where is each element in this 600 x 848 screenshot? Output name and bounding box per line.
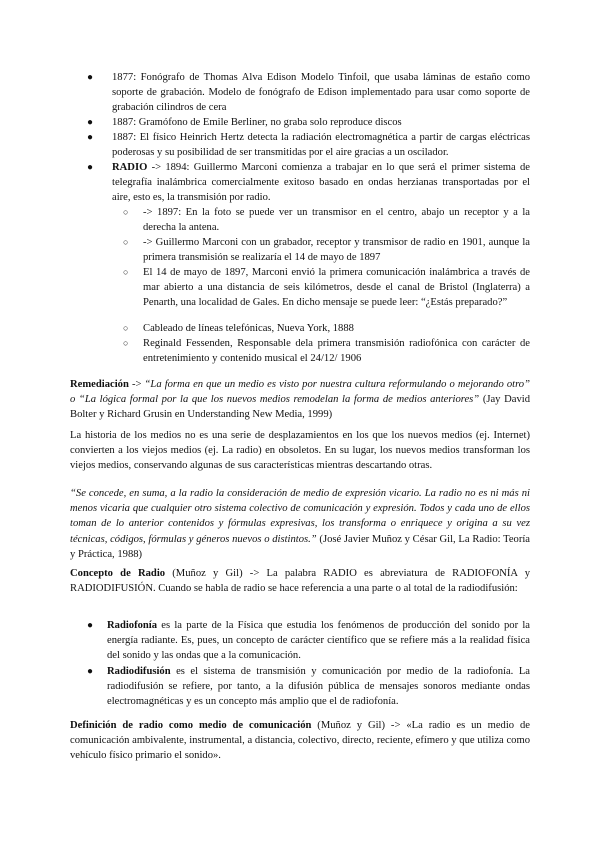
bullet-marker: ● xyxy=(87,132,94,143)
definicion-text: (Muñoz y Gil) -> «La radio es un medio de comunicación ambivalente, instrumental, a distancia, colectivo, directo, reciente, efímero y que utiliza como vehículo físico primario el sonido». xyxy=(70,720,530,762)
remediacion-paragraph xyxy=(70,377,530,423)
bullet-marker: ● xyxy=(87,117,94,128)
list-item xyxy=(87,130,530,160)
arrow-text: -> xyxy=(128,379,145,390)
sub-list-item xyxy=(123,235,530,265)
bullet-marker: ● xyxy=(87,620,94,631)
remediacion-term: Remediación xyxy=(70,379,129,390)
timeline-text: 1887: El físico Heinrich Hertz detecta la radiación electromagnética a partir de cargas eléctricas poderosas y su posibilidad de ser transmitidas por el aire gracias a un oscilador. xyxy=(112,132,530,159)
concepto-term: Concepto de Radio xyxy=(70,568,166,579)
cita-source: (José Javier Muñoz y César Gil, La Radio: Teoría y Práctica, 1988) xyxy=(70,533,531,560)
timeline-text: 1887: Gramófono de Emile Berliner, no graba solo reproduce discos xyxy=(112,117,402,128)
list-item xyxy=(87,618,530,664)
timeline-text: -> 1894: Guillermo Marconi comienza a trabajar en lo que será el primer sistema de telegrafía inalámbrica comercialmente exitoso basado en ondas herzianas transportadas por el aire, esto es, la transmisión por radio. xyxy=(112,162,530,204)
cita-quote: “Se concede, en suma, a la radio la consideración de medio de expresión vicario. La radio no es ni más ni menos vicaria que cualquier otro sistema colectivo de comunicación y expresión. Todos y cada uno de ellos toman de lo anterior contenidos y fórmulas expresivas, los transforma o enriquece y origina a su vez técnicas, códigos, fórmulas y géneros nuevos o distintos.” xyxy=(70,488,530,545)
sub-bullet-marker: ○ xyxy=(123,267,129,277)
remediacion-quote: “La forma en que un medio es visto por nuestra cultura reformulando o mejorando otro” o “La lógica formal por la que los nuevos medios remodelan la forma de medios anteriores” xyxy=(70,379,530,406)
radiofonia-text: es la parte de la Física que estudia los fenómenos de producción del sonido por la energía radiante. Es, pues, un concepto de carácter científico que se refiere más a la realidad física del sonido y las ondas que a la comunicación. xyxy=(107,620,530,662)
sub-bullet-marker: ○ xyxy=(123,237,129,247)
sub-item-text: El 14 de mayo de 1897, Marconi envió la primera comunicación inalámbrica a través de mar abierto a una distancia de seis kilómetros, desde el canal de Bristol (Inglaterra) a Penarth, una localidad de Gales. En dicho mensaje se puede leer: “¿Estás preparado?” xyxy=(143,267,530,309)
sub-list-item xyxy=(123,321,530,336)
sub-item-text: -> Guillermo Marconi con un grabador, receptor y transmisor de radio en 1901, aunque la primera transmisión se realizaría el 14 de mayo de 1897 xyxy=(143,237,530,264)
radiodifusion-text: es el sistema de transmisión y comunicación por medio de la radiofonía. La radiodifusión se refiere, por tanto, a la difusión pública de mensajes sonoros mediante ondas electromagnéticas y es un concepto más amplio que el de radiofonía. xyxy=(107,666,530,708)
sub-item-text: Cableado de líneas telefónicas, Nueva York, 1888 xyxy=(143,323,354,334)
radio-term: RADIO xyxy=(112,162,148,173)
radiodifusion-term: Radiodifusión xyxy=(107,666,171,677)
sub-bullet-marker: ○ xyxy=(123,338,129,348)
radiofonia-term: Radiofonía xyxy=(107,620,158,631)
bullet-marker: ● xyxy=(87,72,94,83)
list-item xyxy=(87,115,530,130)
definicion-term: Definición de radio como medio de comunicación xyxy=(70,720,312,731)
sub-list-item xyxy=(123,205,530,235)
sub-item-text: Reginald Fessenden, Responsable dela primera transmisión radiofónica con carácter de entretenimiento y contenido musical el 24/12/ 1906 xyxy=(143,338,530,365)
definicion-paragraph xyxy=(70,718,530,764)
concepto-paragraph xyxy=(70,566,530,596)
list-item xyxy=(87,70,530,116)
list-item xyxy=(87,160,530,206)
cita-paragraph xyxy=(70,486,530,562)
sub-list-item xyxy=(123,265,530,311)
bullet-marker: ● xyxy=(87,666,94,677)
sub-list-item xyxy=(123,336,530,366)
sub-bullet-marker: ○ xyxy=(123,207,129,217)
timeline-text: 1877: Fonógrafo de Thomas Alva Edison Modelo Tinfoil, que usaba láminas de estaño como soporte de grabación. Modelo de fonógrafo de Edison implementado para usar como soporte de grabación cilindros de cera xyxy=(112,72,530,114)
sub-item-text: -> 1897: En la foto se puede ver un transmisor en el centro, abajo un receptor y a la derecha la antena. xyxy=(143,207,530,234)
remediacion-source: (Jay David Bolter y Richard Grusin en Understanding New Media, 1999) xyxy=(70,394,530,421)
bullet-marker: ● xyxy=(87,162,94,173)
list-item xyxy=(87,664,530,710)
historia-paragraph: La historia de los medios no es una serie de desplazamientos en los que los nuevos medios (ej. Internet) convierten a los viejos medios (ej. La radio) en obsoletos. En su lugar, los nuevos medios transforman los viejos medios, conservando algunas de sus características mientras descartando otras. xyxy=(70,430,530,472)
concepto-text: (Muñoz y Gil) -> La palabra RADIO es abreviatura de RADIOFONÍA y RADIODIFUSIÓN. Cuando se habla de radio se hace referencia a una parte o al total de la radiodifusión: xyxy=(70,568,530,595)
sub-bullet-marker: ○ xyxy=(123,323,129,333)
